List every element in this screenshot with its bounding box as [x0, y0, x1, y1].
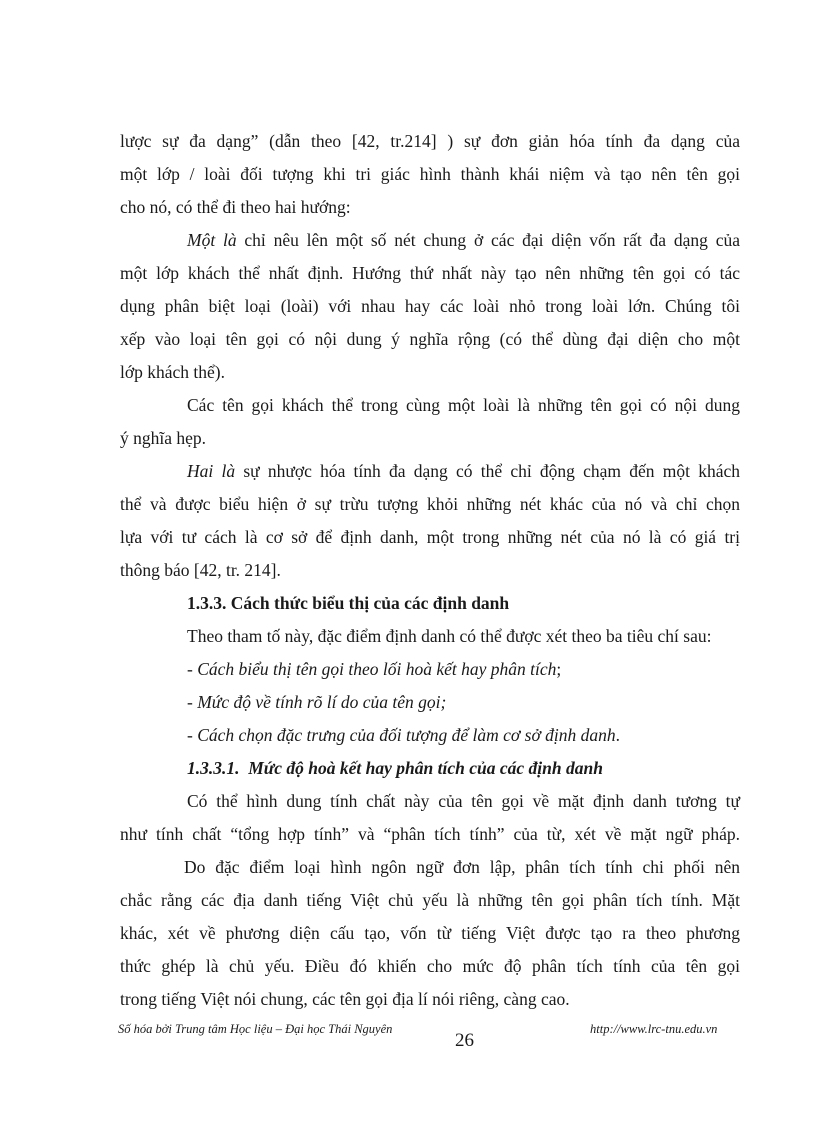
paragraph-7-line-5: trong tiếng Việt nói chung, các tên gọi địa lí nói riêng, càng cao. — [120, 989, 570, 1009]
page-number: 26 — [455, 1030, 474, 1051]
paragraph-1-line-1: lược sự đa dạng” (dẫn theo [42, tr.214] ) sự đơn giản hóa tính đa dạng của — [120, 131, 740, 151]
criteria-item-3-text: - Cách chọn đặc trưng của đối tượng để làm cơ sở định danh — [187, 725, 616, 745]
paragraph-1-line-3: cho nó, có thể đi theo hai hướng: — [120, 197, 351, 217]
section-heading-1-3-3: 1.3.3. Cách thức biểu thị của các định danh — [187, 593, 510, 613]
criteria-item-1-text: - Cách biểu thị tên gọi theo lối hoà kết hay phân tích — [187, 659, 557, 679]
paragraph-2-line-1 — [187, 230, 740, 250]
paragraph-4-line-2: thể và được biểu hiện ở sự trừu tượng khỏi những nét khác của nó và chỉ chọn — [120, 494, 740, 514]
paragraph-6-line-2: như tính chất “tổng hợp tính” và “phân tích tính” của từ, xét về mặt ngữ pháp. — [120, 824, 740, 844]
paragraph-2-line-2: một lớp khách thể nhất định. Hướng thứ nhất này tạo nên những tên gọi có tác — [120, 263, 740, 283]
paragraph-2-line-1-rest: chỉ nêu lên một số nét chung ở các đại diện vốn rất đa dạng của — [236, 230, 740, 250]
paragraph-3-line-2: ý nghĩa hẹp. — [120, 428, 207, 448]
section-heading-1-3-3-1: 1.3.3.1. Mức độ hoà kết hay phân tích của các định danh — [187, 758, 603, 778]
paragraph-2-line-4: xếp vào loại tên gọi có nội dung ý nghĩa rộng (có thể dùng đại diện cho một — [120, 329, 740, 349]
paragraph-4-line-1-rest: sự nhược hóa tính đa dạng có thể chỉ động chạm đến một khách — [235, 461, 740, 481]
paragraph-4-line-1 — [187, 461, 740, 481]
paragraph-1-line-2: một lớp / loài đối tượng khi tri giác hình thành khái niệm và tạo nên tên gọi — [120, 164, 740, 184]
paragraph-2-line-3: dụng phân biệt loại (loài) với nhau hay các loài nhỏ trong loài lớn. Chúng tôi — [120, 296, 740, 316]
criteria-item-3-punct: . — [615, 725, 621, 745]
paragraph-7-line-1: Do đặc điểm loại hình ngôn ngữ đơn lập, phân tích tính chi phối nên — [184, 857, 740, 877]
criteria-item-1-punct: ; — [556, 659, 562, 679]
paragraph-6-line-1: Có thể hình dung tính chất này của tên gọi về mặt định danh tương tự — [187, 791, 740, 811]
paragraph-7-line-2: chắc rằng các địa danh tiếng Việt chủ yếu là những tên gọi phân tích tính. Mặt — [120, 890, 740, 910]
paragraph-5: Theo tham tố này, đặc điểm định danh có thể được xét theo ba tiêu chí sau: — [187, 626, 712, 646]
italic-lead-hai-la: Hai là — [187, 461, 236, 481]
paragraph-4-line-4: thông báo [42, tr. 214]. — [120, 560, 281, 580]
paragraph-7-line-4: thức ghép là chủ yếu. Điều đó khiến cho mức độ phân tích tính của tên gọi — [120, 956, 740, 976]
italic-lead-mot-la: Một là — [187, 230, 237, 250]
paragraph-2-line-5: lớp khách thể). — [120, 362, 225, 382]
criteria-item-1 — [187, 659, 561, 679]
footer-source: Số hóa bởi Trung tâm Học liệu – Đại học Thái Nguyên — [118, 1022, 393, 1036]
paragraph-7-line-3: khác, xét về phương diện cấu tạo, vốn từ tiếng Việt được tạo ra theo phương — [120, 923, 740, 943]
criteria-item-3 — [187, 725, 620, 745]
criteria-item-2: - Mức độ về tính rõ lí do của tên gọi; — [187, 692, 447, 712]
paragraph-3-line-1: Các tên gọi khách thể trong cùng một loài là những tên gọi có nội dung — [187, 395, 740, 415]
paragraph-4-line-3: lựa với tư cách là cơ sở để định danh, một trong những nét của nó là có giá trị — [120, 527, 740, 547]
footer-url: http://www.lrc-tnu.edu.vn — [590, 1022, 718, 1036]
